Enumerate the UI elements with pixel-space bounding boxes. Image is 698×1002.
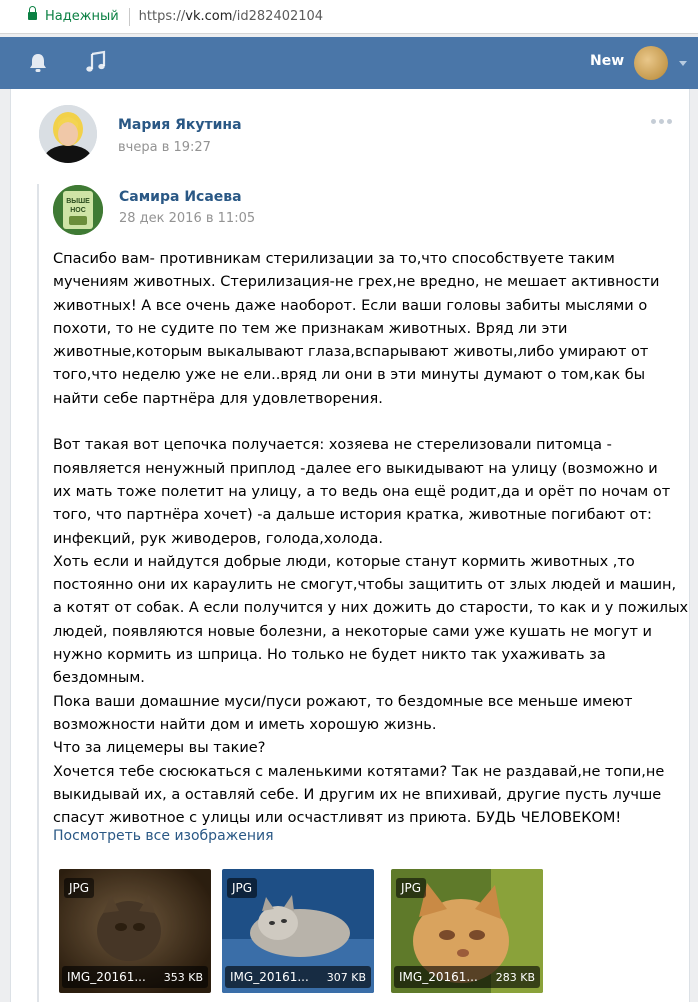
post-text-line: похоти, то не судите по тем же признакам животных. Вряд ли эти — [53, 320, 568, 337]
top-navigation-bar — [0, 37, 698, 89]
post-text-line: животные,которым выкалывают глаза,вспарывают животы,либо умирают от — [53, 344, 649, 361]
post-text-line: Пока ваши домашние муси/пуси рожают, то бездомные все меньше имеют — [53, 693, 633, 710]
address-separator — [129, 8, 130, 26]
attachment-caption — [225, 966, 371, 988]
post-text-line: Спасибо вам- противникам стерилизации за то,что способствуете таким — [53, 251, 615, 267]
attachment-type-badge: JPG — [396, 878, 426, 898]
view-all-images-link[interactable]: Посмотреть все изображения — [53, 828, 274, 844]
user-avatar[interactable] — [634, 46, 668, 80]
post-text-line: людей, появляются новые болезни, а некоторые сами уже кушать не могут и — [53, 623, 652, 640]
post-text-line: того,что неделю уже не ели..вряд ли они в эти минуты думают о том,как бы — [53, 367, 646, 384]
post-text-line: найти себе партнёра для удовлетворения. — [53, 390, 383, 407]
browser-address-bar — [0, 0, 698, 34]
new-label[interactable]: New — [590, 53, 625, 69]
attachment-name: IMG_20161... — [399, 970, 478, 984]
repost-divider — [37, 184, 39, 1002]
post-text-line: бездомным. — [53, 670, 145, 687]
url-field[interactable] — [139, 9, 323, 24]
post-text-line: возможности найти дом и иметь хорошую жизнь. — [53, 716, 437, 733]
post-text-line: появляется ненужный приплод -далее его выкидывают на улицу (возможно и — [53, 460, 658, 477]
post-text-line: выкидывай их, а оставляй себе. И другим их не впихивай, другие пусть лучше — [53, 786, 662, 803]
repost-author-name[interactable]: Самира Исаева — [119, 189, 242, 205]
attachment-name: IMG_20161... — [67, 970, 146, 984]
attachment-type-badge: JPG — [64, 878, 94, 898]
post-text-line: а котят от собак. А если получится у них дожить до старости, то как и у пожилых — [53, 600, 689, 617]
avatar-text-line1: ВЫШЕ — [66, 198, 90, 205]
attachment-size: 307 KB — [326, 970, 366, 984]
post-text-line: мучениям животных. Стерилизация-не грех,не вредно, не мешает активности — [53, 274, 660, 291]
post-text-line: нужно кормить из шприца. Но только не будет никто так ухаживать за — [53, 647, 606, 664]
attachment-size: 283 KB — [495, 970, 535, 984]
repost-date[interactable]: 28 дек 2016 в 11:05 — [119, 211, 256, 226]
url-domain: vk.com — [185, 9, 233, 24]
repost-author-avatar[interactable] — [53, 185, 103, 235]
more-options-icon[interactable] — [651, 119, 672, 124]
secure-label[interactable]: Надежный — [45, 9, 119, 24]
post-text-line: инфекций, рук живодеров, голода,холода. — [53, 530, 384, 547]
url-path: /id282402104 — [232, 9, 324, 24]
url-scheme: https:// — [138, 9, 186, 24]
post-text-line: животных! А все очень даже наоборот. Если ваши головы забиты мыслями о — [53, 297, 648, 314]
post-text-line: постоянно они их караулить не смогут,чтобы защитить от злых людей и машин, — [53, 577, 677, 594]
post-date[interactable]: вчера в 19:27 — [118, 140, 211, 155]
attachment-thumbnail-3[interactable] — [391, 869, 543, 993]
attachment-thumbnail-1[interactable] — [59, 869, 211, 993]
chevron-down-icon[interactable] — [679, 61, 687, 66]
post-text-line: Вот такая вот цепочка получается: хозяева не стерелизовали питомца - — [53, 437, 612, 454]
attachment-name: IMG_20161... — [230, 970, 309, 984]
attachment-type-badge: JPG — [227, 878, 257, 898]
post-text-line: Хочется тебе сюсюкаться с маленькими котятами? Так не раздавай,не топи,не — [53, 763, 665, 780]
attachment-thumbnail-2[interactable] — [222, 869, 374, 993]
bell-icon[interactable] — [27, 52, 49, 74]
post-text — [53, 248, 689, 830]
post-text-line — [53, 411, 679, 434]
avatar-text-line2: НОС — [70, 207, 86, 214]
post-text-line: Что за лицемеры вы такие? — [53, 740, 266, 757]
attachment-caption — [62, 966, 208, 988]
author-avatar[interactable] — [39, 105, 97, 163]
wall-post — [10, 89, 690, 1002]
music-icon[interactable] — [84, 50, 108, 74]
attachment-caption — [394, 966, 540, 988]
lock-icon — [28, 11, 37, 22]
post-text-line: того, что партнёра хочет) -а дальше история кратка, животные погибают от: — [53, 507, 652, 524]
post-text-line: их мать тоже полетит на улицу, а то ведь она ещё родит,да и орёт по ночам от — [53, 483, 671, 500]
post-text-line: спасут животное с улицы или осчастливят из приюта. БУДЬ ЧЕЛОВЕКОМ! — [53, 810, 622, 827]
post-author-name[interactable]: Мария Якутина — [118, 117, 242, 133]
attachment-size: 353 KB — [163, 970, 203, 984]
post-text-line: Хоть если и найдутся добрые люди, которые станут кормить животных ,то — [53, 553, 635, 570]
